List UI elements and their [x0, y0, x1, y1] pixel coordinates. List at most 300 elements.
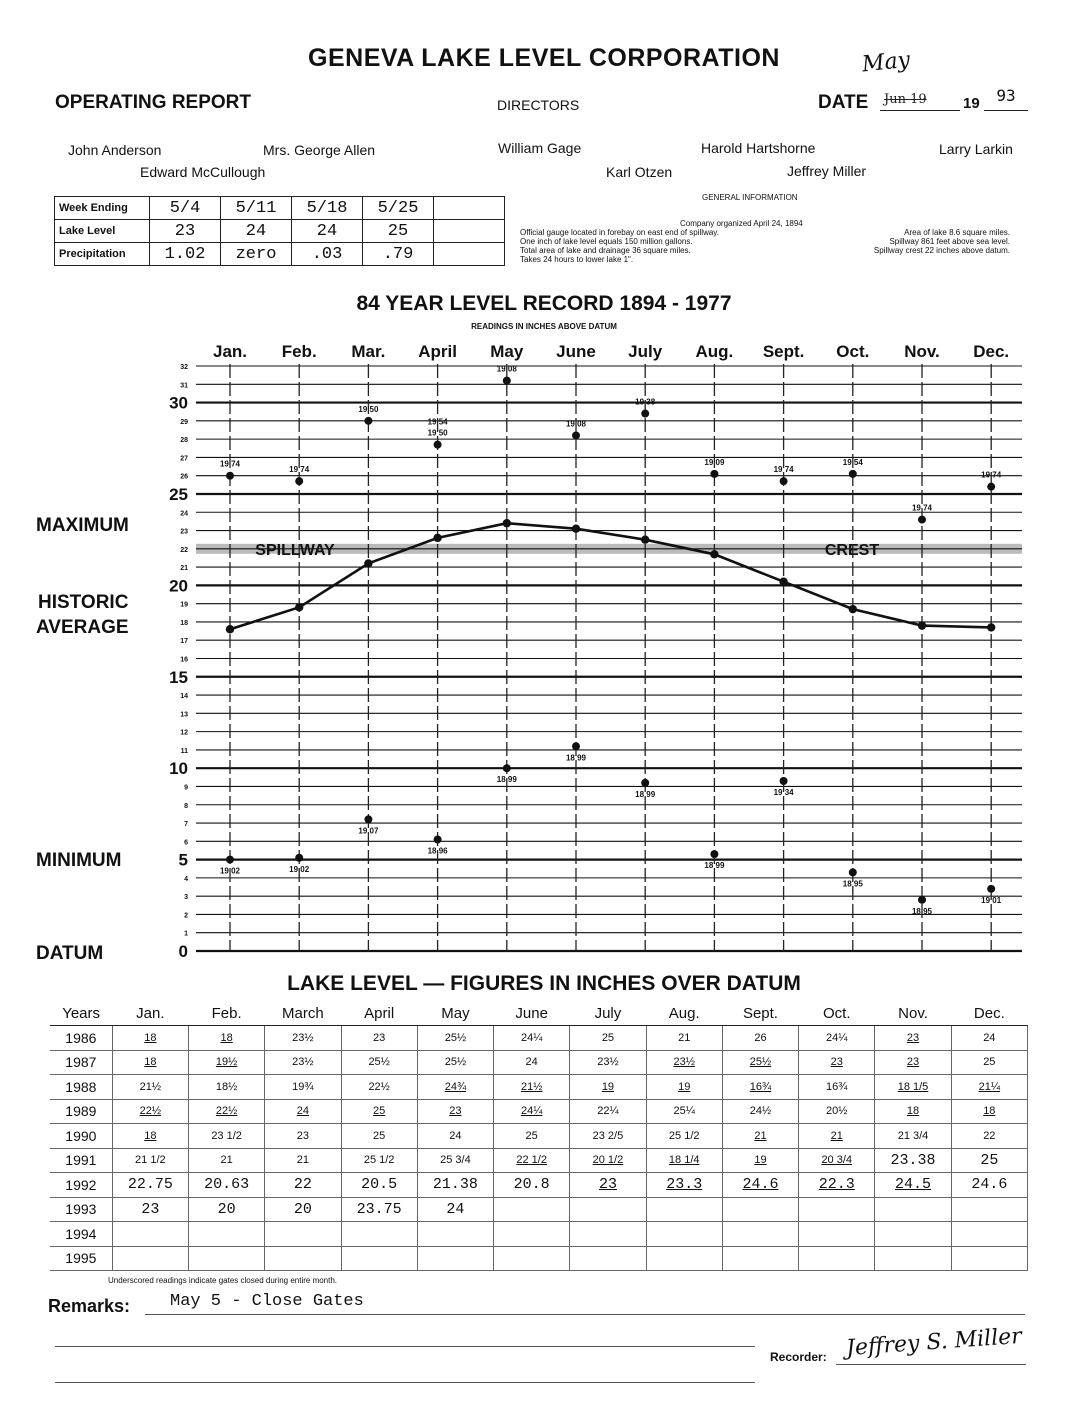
y-tick-label: 20	[169, 576, 188, 596]
recorder-signature: Jeffrey S. Miller	[845, 1323, 1023, 1362]
column-header: April	[341, 1001, 417, 1026]
max-point	[641, 410, 649, 418]
week-cell: 5/25	[363, 197, 434, 220]
recorder-label: Recorder:	[770, 1350, 827, 1364]
week-cell: 5/18	[292, 197, 363, 220]
level-value: 16¾	[749, 1080, 772, 1093]
level-cell	[494, 1222, 570, 1247]
y-tick-label: 3	[184, 894, 188, 902]
level-value: 20.8	[513, 1176, 550, 1194]
month-label: Feb.	[281, 342, 317, 361]
level-cell	[570, 1050, 646, 1075]
level-cell	[722, 1222, 798, 1247]
director-name: Larry Larkin	[939, 141, 1013, 157]
level-cell	[646, 1124, 722, 1149]
weekly-table	[54, 196, 505, 266]
table-row	[50, 1050, 1028, 1075]
level-cell	[341, 1173, 417, 1198]
month-label: Dec.	[973, 342, 1010, 361]
level-cell	[646, 1246, 722, 1271]
level-value: 23	[141, 1200, 160, 1218]
level-cell	[112, 1148, 188, 1173]
level-cell	[188, 1173, 264, 1198]
level-cell	[646, 1050, 722, 1075]
level-cell	[494, 1173, 570, 1198]
max-point	[987, 483, 995, 491]
level-value: 21	[830, 1129, 843, 1142]
level-cell	[265, 1124, 341, 1149]
level-value: 18	[906, 1105, 920, 1118]
y-tick-label: 15	[169, 667, 188, 687]
level-cell	[341, 1197, 417, 1222]
level-cell: 25	[363, 220, 434, 243]
level-record-chart	[0, 330, 1088, 970]
average-point	[226, 625, 234, 633]
max-point	[918, 516, 926, 524]
level-cell	[570, 1173, 646, 1198]
y-tick-label: 8	[184, 802, 188, 810]
min-year-label: 19 07	[358, 826, 379, 836]
column-header: Oct.	[799, 1001, 875, 1026]
y-tick-label: 19	[180, 601, 188, 609]
level-cell	[722, 1050, 798, 1075]
level-value: 18	[144, 1129, 157, 1142]
row-label: Lake Level	[55, 220, 150, 243]
column-header: May	[417, 1001, 493, 1026]
month-label: Oct.	[836, 342, 870, 361]
level-value: 24.6	[742, 1176, 779, 1194]
max-year-label: 19 50	[427, 428, 448, 438]
level-value: 21	[678, 1031, 691, 1044]
level-cell	[875, 1197, 951, 1222]
level-cell	[722, 1197, 798, 1222]
min-year-label: 18 99	[704, 861, 725, 871]
level-value: 21.38	[432, 1176, 478, 1194]
level-cell	[951, 1026, 1027, 1051]
column-header: Sept.	[722, 1001, 798, 1026]
lake-table-title: LAKE LEVEL — FIGURES IN INCHES OVER DATUM	[287, 972, 801, 995]
y-tick-label: 23	[180, 528, 188, 536]
level-cell	[646, 1026, 722, 1051]
page-title: GENEVA LAKE LEVEL CORPORATION	[308, 44, 780, 72]
level-value: 25¼	[673, 1105, 695, 1118]
level-cell: 24	[292, 220, 363, 243]
y-tick-label: 16	[180, 656, 188, 664]
level-cell	[799, 1173, 875, 1198]
table-row	[50, 1246, 1028, 1271]
table-row	[50, 1075, 1028, 1100]
level-cell	[112, 1075, 188, 1100]
max-point	[572, 431, 580, 439]
table-row	[50, 1222, 1028, 1247]
average-point	[364, 559, 372, 567]
level-cell	[188, 1075, 264, 1100]
level-value: 20	[217, 1200, 236, 1218]
level-value: 24.6	[971, 1176, 1008, 1194]
level-value: 22	[293, 1176, 312, 1194]
min-year-label: 19 02	[289, 864, 310, 874]
level-cell	[434, 220, 505, 243]
table-note: Underscored readings indicate gates closed during entire month.	[108, 1276, 338, 1285]
level-cell	[951, 1075, 1027, 1100]
level-cell	[341, 1148, 417, 1173]
y-tick-label: 31	[180, 382, 188, 390]
level-cell	[799, 1148, 875, 1173]
month-label: July	[628, 342, 663, 361]
min-point	[572, 742, 580, 750]
average-point	[572, 525, 580, 533]
level-cell	[875, 1222, 951, 1247]
level-value: 25	[601, 1031, 615, 1044]
y-tick-label: 13	[180, 711, 188, 719]
level-cell	[646, 1173, 722, 1198]
level-value: 24.5	[895, 1176, 932, 1194]
level-cell	[570, 1026, 646, 1051]
level-value: 18	[220, 1031, 233, 1044]
precipitation-row	[55, 243, 505, 266]
max-point	[849, 470, 857, 478]
level-cell: 23	[150, 220, 221, 243]
level-value: 19	[678, 1080, 691, 1093]
month-label: Nov.	[904, 342, 940, 361]
level-value: 23 1/2	[211, 1129, 242, 1142]
max-year-label: 19 08	[565, 419, 587, 429]
level-cell	[951, 1148, 1027, 1173]
level-value: 24	[446, 1200, 465, 1218]
max-year-label: 19 74	[219, 459, 241, 469]
maximum-label: MAXIMUM	[36, 515, 129, 536]
director-name: John Anderson	[68, 142, 162, 158]
min-point	[295, 854, 303, 862]
max-year-label: 19 74	[981, 470, 1002, 480]
level-cell	[265, 1075, 341, 1100]
level-cell	[188, 1197, 264, 1222]
remarks-value: May 5 - Close Gates	[170, 1292, 364, 1311]
level-cell	[341, 1099, 417, 1124]
info-line: Official gauge located in forebay on east end of spillway.	[520, 228, 719, 237]
level-cell	[722, 1173, 798, 1198]
level-cell	[951, 1246, 1027, 1271]
remarks-line	[55, 1382, 755, 1383]
y-tick-label: 17	[180, 638, 188, 646]
y-tick-label: 28	[180, 437, 188, 445]
max-point	[364, 417, 372, 425]
max-year-label: 19 74	[911, 503, 933, 513]
recorder-line	[836, 1364, 1026, 1365]
y-tick-label: 5	[178, 850, 188, 870]
level-value: 24	[525, 1056, 538, 1069]
min-point	[641, 779, 649, 787]
level-value: 22 1/2	[516, 1154, 547, 1167]
level-value: 23½	[292, 1056, 314, 1069]
y-tick-label: 18	[180, 619, 188, 627]
level-cell	[570, 1222, 646, 1247]
level-value: 22.3	[818, 1176, 855, 1194]
level-value: 24¾	[444, 1080, 467, 1093]
year-cell: 1991	[50, 1148, 112, 1173]
level-cell	[799, 1050, 875, 1075]
y-tick-label: 21	[180, 565, 188, 573]
chart-title: 84 YEAR LEVEL RECORD 1894 - 1977	[356, 292, 732, 315]
column-header: July	[570, 1001, 646, 1026]
level-cell	[951, 1124, 1027, 1149]
report-label: OPERATING REPORT	[55, 92, 251, 113]
general-info-heading: GENERAL INFORMATION	[702, 193, 798, 202]
row-label: Precipitation	[55, 243, 150, 266]
level-cell	[799, 1099, 875, 1124]
table-row	[50, 1026, 1028, 1051]
average-line	[230, 523, 991, 629]
level-value: 23½	[673, 1056, 695, 1069]
table-row	[50, 1148, 1028, 1173]
level-cell	[494, 1124, 570, 1149]
level-cell	[799, 1075, 875, 1100]
level-value: 23.38	[890, 1151, 936, 1169]
level-cell	[722, 1148, 798, 1173]
min-year-label: 19 34	[773, 787, 794, 797]
level-value: 19½	[215, 1056, 238, 1069]
level-value: 24¼	[520, 1105, 543, 1118]
info-line: Company organized April 24, 1894	[680, 219, 803, 228]
week-cell: 5/4	[150, 197, 221, 220]
y-tick-label: 11	[180, 747, 188, 755]
year-field	[984, 86, 1028, 111]
min-year-label: 18 95	[842, 879, 863, 889]
historic-label: HISTORIC	[38, 592, 129, 613]
level-value: 25½	[444, 1031, 467, 1044]
level-value: 20.5	[361, 1176, 398, 1194]
level-value: 20 1/2	[592, 1154, 624, 1167]
level-value: 23.3	[666, 1176, 703, 1194]
level-value: 25½	[749, 1056, 772, 1069]
level-cell	[875, 1148, 951, 1173]
remarks-line	[55, 1346, 755, 1347]
table-row	[50, 1173, 1028, 1198]
year-cell: 1993	[50, 1197, 112, 1222]
level-value: 23	[906, 1056, 920, 1069]
level-value: 24	[449, 1129, 462, 1142]
precip-cell	[434, 243, 505, 266]
level-cell	[494, 1246, 570, 1271]
date-field	[880, 90, 960, 111]
row-label: Week Ending	[55, 197, 150, 220]
month-label: April	[418, 342, 457, 361]
month-label: Aug.	[695, 342, 734, 361]
y-tick-label: 25	[169, 484, 188, 504]
y-tick-label: 4	[184, 875, 188, 883]
max-point	[226, 472, 234, 480]
average-point	[710, 550, 718, 558]
max-year-label: 19 54	[427, 417, 448, 427]
level-cell	[875, 1099, 951, 1124]
level-value: 23	[830, 1056, 843, 1069]
level-value: 24¼	[520, 1031, 543, 1044]
level-value: 22.75	[127, 1176, 173, 1194]
max-year-label: 19 74	[289, 465, 310, 475]
y-tick-label: 32	[180, 364, 188, 371]
level-value: 25	[525, 1129, 538, 1142]
level-value: 25 3/4	[440, 1154, 471, 1167]
level-value: 25	[980, 1151, 999, 1169]
level-cell	[265, 1099, 341, 1124]
level-value: 26	[754, 1031, 767, 1044]
level-cell	[570, 1246, 646, 1271]
level-cell	[112, 1246, 188, 1271]
level-cell	[875, 1124, 951, 1149]
level-cell	[799, 1026, 875, 1051]
average-point	[641, 535, 649, 543]
level-value: 21½	[520, 1080, 543, 1093]
level-value: 23	[906, 1031, 920, 1044]
year-cell: 1995	[50, 1246, 112, 1271]
level-cell	[722, 1099, 798, 1124]
director-name: Karl Otzen	[606, 164, 673, 180]
y-tick-label: 7	[184, 821, 188, 829]
level-cell	[341, 1246, 417, 1271]
y-tick-label: 9	[184, 784, 188, 792]
min-point	[987, 885, 995, 893]
level-cell	[265, 1173, 341, 1198]
level-cell	[799, 1246, 875, 1271]
level-value: 22½	[368, 1080, 390, 1093]
year-cell: 1986	[50, 1026, 112, 1051]
level-cell	[951, 1222, 1027, 1247]
level-value: 21	[754, 1129, 767, 1142]
year-cell: 1990	[50, 1124, 112, 1149]
y-tick-label: 2	[184, 912, 188, 920]
remarks-line	[145, 1314, 1025, 1315]
year-written: 93	[996, 86, 1016, 105]
min-point	[849, 868, 857, 876]
level-cell	[265, 1197, 341, 1222]
level-cell	[494, 1148, 570, 1173]
year-cell: 1988	[50, 1075, 112, 1100]
y-tick-label: 12	[180, 729, 188, 737]
level-value: 23	[296, 1129, 309, 1142]
level-cell	[722, 1246, 798, 1271]
level-cell	[875, 1246, 951, 1271]
level-cell	[188, 1050, 264, 1075]
level-cell	[646, 1148, 722, 1173]
struck-date: Jun 19	[884, 92, 927, 107]
level-cell	[112, 1026, 188, 1051]
level-cell	[417, 1197, 493, 1222]
level-cell	[494, 1075, 570, 1100]
y-tick-label: 27	[180, 455, 188, 463]
max-year-label: 19 74	[773, 465, 794, 475]
level-value: 25	[373, 1105, 386, 1118]
y-tick-label: 0	[178, 942, 188, 961]
minimum-label: MINIMUM	[36, 850, 122, 871]
level-value: 23	[449, 1105, 462, 1118]
year-cell: 1987	[50, 1050, 112, 1075]
level-value: 18 1/5	[897, 1080, 929, 1093]
level-cell	[951, 1173, 1027, 1198]
year-cell: 1989	[50, 1099, 112, 1124]
datum-label: DATUM	[36, 943, 104, 964]
precip-cell: .03	[292, 243, 363, 266]
average-point	[779, 578, 787, 586]
info-line: Spillway crest 22 inches above datum.	[873, 246, 1010, 255]
level-value: 25½	[368, 1056, 390, 1069]
level-cell	[417, 1124, 493, 1149]
average-point	[503, 519, 511, 527]
min-year-label: 19 02	[219, 866, 241, 876]
level-cell	[799, 1222, 875, 1247]
level-cell	[875, 1026, 951, 1051]
level-cell	[417, 1050, 493, 1075]
info-line: Total area of lake and drainage 36 square miles.	[520, 246, 691, 255]
level-cell	[188, 1222, 264, 1247]
year-cell: 1994	[50, 1222, 112, 1247]
month-label: May	[490, 342, 524, 361]
min-point	[364, 815, 372, 823]
level-value: 21 3/4	[897, 1129, 929, 1142]
table-header-row	[50, 1001, 1028, 1026]
level-cell	[417, 1222, 493, 1247]
level-value: 16¾	[826, 1080, 848, 1093]
average-label: AVERAGE	[36, 617, 129, 638]
level-value: 23½	[597, 1056, 619, 1069]
level-cell	[875, 1075, 951, 1100]
level-cell	[112, 1197, 188, 1222]
level-value: 22¼	[597, 1105, 619, 1118]
level-cell	[646, 1222, 722, 1247]
table-row	[50, 1197, 1028, 1222]
column-header: March	[265, 1001, 341, 1026]
level-value: 24	[983, 1031, 996, 1044]
spillway-label: SPILLWAY	[255, 541, 335, 559]
y-tick-label: 30	[169, 393, 188, 413]
max-point	[295, 477, 303, 485]
info-line: One inch of lake level equals 150 million gallons.	[520, 237, 693, 246]
chart-subtitle: READINGS IN INCHES ABOVE DATUM	[471, 322, 617, 331]
level-value: 19	[601, 1080, 615, 1093]
min-year-label: 18 99	[496, 775, 517, 785]
level-cell	[875, 1173, 951, 1198]
level-value: 20½	[826, 1105, 848, 1118]
level-value: 20	[293, 1200, 312, 1218]
month-label: Mar.	[351, 342, 386, 361]
level-cell	[417, 1099, 493, 1124]
precip-cell: 1.02	[150, 243, 221, 266]
min-year-label: 18 99	[635, 789, 656, 799]
level-value: 22½	[139, 1105, 162, 1118]
level-cell	[494, 1026, 570, 1051]
level-cell	[417, 1148, 493, 1173]
level-value: 24½	[749, 1105, 772, 1118]
min-point	[503, 764, 511, 772]
average-point	[918, 621, 926, 629]
level-value: 20.63	[204, 1176, 250, 1194]
level-cell	[341, 1026, 417, 1051]
max-year-label: 19 08	[496, 364, 517, 374]
level-value: 25 1/2	[668, 1129, 700, 1142]
level-cell	[951, 1099, 1027, 1124]
level-cell	[417, 1246, 493, 1271]
level-cell	[570, 1148, 646, 1173]
level-value: 22	[983, 1129, 996, 1142]
level-cell	[570, 1124, 646, 1149]
level-cell	[341, 1050, 417, 1075]
level-value: 19	[754, 1154, 767, 1167]
average-point	[849, 605, 857, 613]
level-value: 25	[373, 1129, 386, 1142]
y-tick-label: 29	[180, 418, 188, 426]
director-name: Jeffrey Miller	[787, 163, 867, 179]
min-point	[780, 777, 788, 785]
table-row	[50, 1124, 1028, 1149]
